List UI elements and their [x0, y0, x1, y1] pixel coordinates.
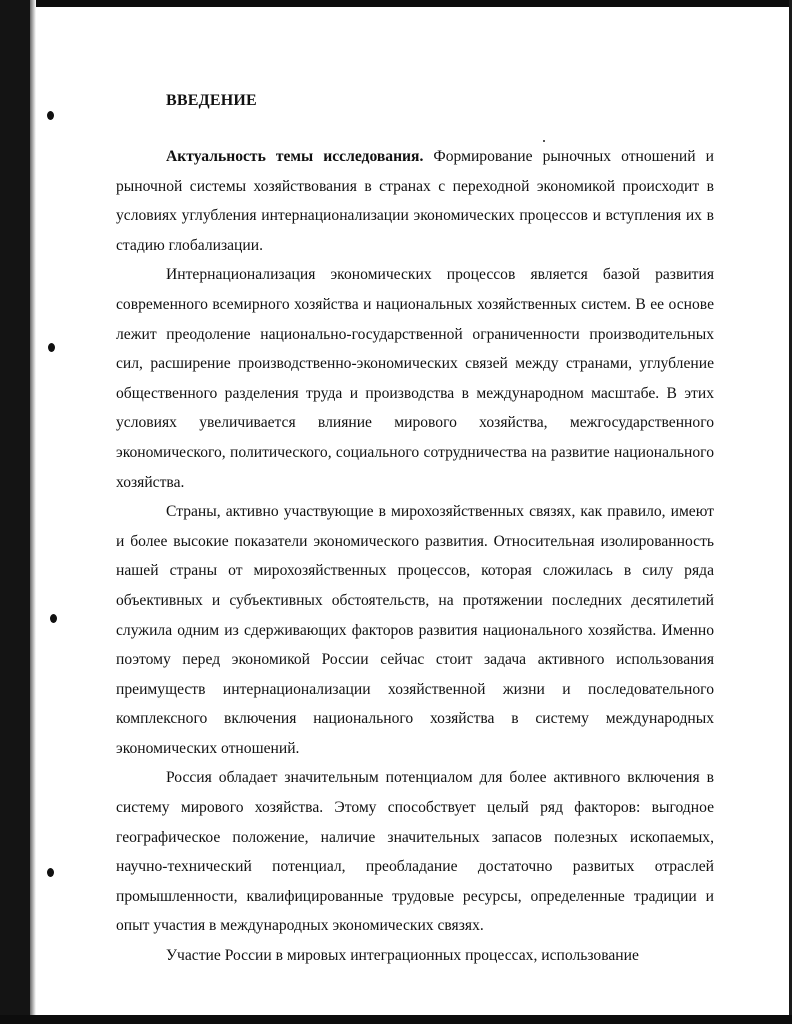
scan-edge-left: [0, 0, 30, 1024]
document-body: [116, 142, 714, 971]
paragraph-relevance: [116, 142, 714, 260]
section-heading: ВВЕДЕНИЕ: [166, 92, 257, 109]
punch-hole-mark: [47, 111, 54, 120]
scan-edge-bottom: [0, 1015, 792, 1024]
paragraph-text: Формирование рыночных отношений и рыночной системы хозяйствования в странах с переходной экономикой происходит в условиях углубления интернационализации экономических процессов и вступления их в стадию глобализации.: [116, 148, 714, 254]
paragraph-countries: Страны, активно участвующие в мирохозяйственных связях, как правило, имеют и более высокие показатели экономического развития. Относительная изолированность нашей страны от мирохозяйственных процессов, которая сложилась в силу ряда объективных и субъективных обстоятельств, на протяжении последних десятилетий служила одним из сдерживающих факторов развития национального хозяйства. Именно поэтому перед экономикой России сейчас стоит задача активного использования преимуществ интернационализации хозяйственной жизни и последовательного комплексного включения национального хозяйства в систему международных экономических отношений.: [116, 503, 714, 757]
punch-hole-mark: [47, 868, 54, 877]
paragraph-russia-participation: Участие России в мировых интеграционных процессах, использование: [166, 947, 639, 965]
scan-edge-top: [0, 0, 792, 7]
scan-edge-shadow: [30, 0, 36, 1024]
paragraph-lead: Актуальность темы исследования.: [166, 148, 424, 165]
paragraph-internationalization: Интернационализация экономических процессов является базой развития современного всемирного хозяйства и национальных хозяйственных систем. В ее основе лежит преодоление национально-государственной ограниченности производительных сил, расширение производственно-экономических связей между странами, углубление общественного разделения труда и производства в международном масштабе. В этих условиях увеличивается влияние мирового хозяйства, межгосударственного экономического, политического, социального сотрудничества на развитие национального хозяйства.: [116, 266, 714, 491]
paragraph-russia-potential: Россия обладает значительным потенциалом для более активного включения в систему мирового хозяйства. Этому способствует целый ряд факторов: выгодное географическое положение, наличие значительных запасов полезных ископаемых, научно-технический потенциал, преобладание достаточно развитых отраслей промышленности, квалифицированные трудовые ресурсы, определенные традиции и опыт участия в международных экономических связях.: [116, 769, 714, 935]
punch-hole-mark: [50, 614, 57, 623]
punch-hole-mark: [48, 343, 55, 352]
